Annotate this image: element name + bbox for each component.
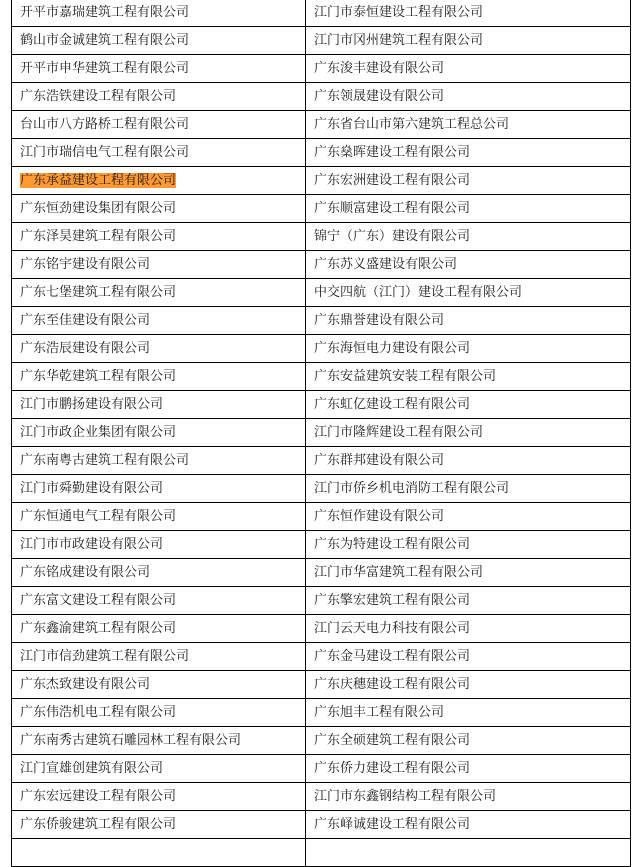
table-row	[12, 139, 631, 167]
table-cell[interactable]	[306, 167, 631, 195]
table-cell[interactable]	[12, 559, 306, 587]
table-cell[interactable]	[306, 279, 631, 307]
company-name: 江门市舜勤建设有限公司	[20, 481, 164, 496]
table-cell[interactable]	[12, 475, 306, 503]
company-name: 广东七堡建筑工程有限公司	[20, 285, 177, 300]
company-name: 江门市瑞信电气工程有限公司	[20, 145, 190, 160]
table-cell[interactable]	[12, 447, 306, 475]
table-cell[interactable]	[12, 755, 306, 783]
company-name: 江门宣雄创建筑有限公司	[20, 761, 164, 776]
company-name: 江门市隆辉建设工程有限公司	[314, 425, 484, 440]
table-cell[interactable]	[306, 643, 631, 671]
table-cell[interactable]	[306, 475, 631, 503]
table-cell[interactable]	[12, 307, 306, 335]
table-cell[interactable]	[306, 755, 631, 783]
company-name: 广东侨力建设工程有限公司	[314, 761, 471, 776]
company-name: 广东安益建筑安装工程有限公司	[314, 369, 497, 384]
table-cell[interactable]	[12, 111, 306, 139]
company-name: 江门市鹏扬建设有限公司	[20, 397, 164, 412]
table-row	[12, 811, 631, 839]
company-name: 广东群邦建设有限公司	[314, 453, 445, 468]
table-cell[interactable]	[306, 0, 631, 27]
table-cell[interactable]	[12, 587, 306, 615]
table-row	[12, 447, 631, 475]
company-name: 广东全硕建筑工程有限公司	[314, 733, 471, 748]
table-cell[interactable]	[306, 27, 631, 55]
table-cell[interactable]	[12, 83, 306, 111]
company-list-table	[11, 0, 631, 867]
table-cell[interactable]	[306, 335, 631, 363]
table-cell[interactable]	[12, 167, 306, 195]
company-name: 广东燊晖建设工程有限公司	[314, 145, 471, 160]
table-row	[12, 27, 631, 55]
company-name: 江门市侨乡机电消防工程有限公司	[314, 481, 510, 496]
table-cell[interactable]	[12, 419, 306, 447]
company-name: 广东顺富建设工程有限公司	[314, 201, 471, 216]
table-cell[interactable]	[306, 363, 631, 391]
company-name: 广东富文建设工程有限公司	[20, 593, 177, 608]
table-cell[interactable]	[12, 783, 306, 811]
table-row	[12, 643, 631, 671]
table-row	[12, 55, 631, 83]
company-name: 广东南粤古建筑工程有限公司	[20, 453, 190, 468]
table-body	[12, 0, 631, 867]
company-name: 广东领晟建设有限公司	[314, 89, 445, 104]
company-name: 江门市华富建筑工程有限公司	[314, 565, 484, 580]
table-cell[interactable]	[306, 139, 631, 167]
company-name: 江门市信劲建筑工程有限公司	[20, 649, 190, 664]
company-name: 广东泽昊建筑工程有限公司	[20, 229, 177, 244]
company-name: 广东侨骏建筑工程有限公司	[20, 817, 177, 832]
table-cell[interactable]	[12, 27, 306, 55]
table-cell[interactable]	[12, 839, 306, 867]
table-cell[interactable]	[306, 727, 631, 755]
table-row	[12, 839, 631, 867]
company-name: 江门市泰恒建设工程有限公司	[314, 5, 484, 20]
table-cell[interactable]	[306, 419, 631, 447]
table-cell[interactable]	[12, 363, 306, 391]
table-cell[interactable]	[12, 811, 306, 839]
company-name: 广东铭成建设有限公司	[20, 565, 151, 580]
table-cell[interactable]	[306, 615, 631, 643]
table-cell[interactable]	[306, 447, 631, 475]
company-name: 广东虹亿建设工程有限公司	[314, 397, 471, 412]
table-row	[12, 559, 631, 587]
table-cell[interactable]	[306, 307, 631, 335]
table-cell[interactable]	[306, 83, 631, 111]
table-row	[12, 615, 631, 643]
company-name: 开平市申华建筑工程有限公司	[20, 61, 190, 76]
table-row	[12, 111, 631, 139]
company-name: 江门市东鑫钢结构工程有限公司	[314, 789, 497, 804]
table-cell[interactable]	[12, 615, 306, 643]
table-cell[interactable]	[306, 391, 631, 419]
company-name: 广东至佳建设有限公司	[20, 313, 151, 328]
table-cell[interactable]	[306, 699, 631, 727]
company-name: 广东鑫渝建筑工程有限公司	[20, 621, 177, 636]
table-cell[interactable]	[12, 335, 306, 363]
company-name: 广东浚丰建设有限公司	[314, 61, 445, 76]
company-name: 广东恒通电气工程有限公司	[20, 509, 177, 524]
table-cell[interactable]	[12, 55, 306, 83]
company-name: 广东铭宇建设有限公司	[20, 257, 151, 272]
table-cell[interactable]	[12, 195, 306, 223]
company-name: 广东南秀古建筑石雕园林工程有限公司	[20, 733, 242, 748]
table-row	[12, 503, 631, 531]
company-name: 广东浩辰建设有限公司	[20, 341, 151, 356]
table-cell[interactable]	[12, 223, 306, 251]
company-name: 广东宏洲建设工程有限公司	[314, 173, 471, 188]
table-row	[12, 0, 631, 27]
company-name: 广东宏远建设工程有限公司	[20, 789, 177, 804]
company-name: 江门市市政建设有限公司	[20, 537, 164, 552]
table-cell[interactable]	[12, 727, 306, 755]
table-cell[interactable]	[306, 531, 631, 559]
table-row	[12, 223, 631, 251]
company-name: 广东峄诚建设工程有限公司	[314, 817, 471, 832]
table-cell[interactable]	[306, 223, 631, 251]
highlighted-company-name: 广东承益建设工程有限公司	[20, 173, 177, 188]
company-name: 台山市八方路桥工程有限公司	[20, 117, 190, 132]
table-cell[interactable]	[306, 587, 631, 615]
table-cell[interactable]	[12, 699, 306, 727]
company-name: 广东庆穗建设工程有限公司	[314, 677, 471, 692]
table-cell[interactable]	[306, 783, 631, 811]
table-row	[12, 335, 631, 363]
company-name: 广东杰致建设有限公司	[20, 677, 151, 692]
company-name: 锦宁（广东）建设有限公司	[314, 229, 471, 244]
table-cell[interactable]	[12, 643, 306, 671]
table-row	[12, 391, 631, 419]
company-name: 广东苏义盛建设有限公司	[314, 257, 458, 272]
table-cell[interactable]	[306, 251, 631, 279]
company-name: 广东华乾建筑工程有限公司	[20, 369, 177, 384]
company-name: 广东海恒电力建设有限公司	[314, 341, 471, 356]
table-cell[interactable]	[306, 559, 631, 587]
table-row	[12, 475, 631, 503]
company-name: 广东恒劲建设集团有限公司	[20, 201, 177, 216]
company-name: 广东金马建设工程有限公司	[314, 649, 471, 664]
table-cell[interactable]	[306, 671, 631, 699]
company-name: 江门云天电力科技有限公司	[314, 621, 471, 636]
company-name: 广东鼎誉建设有限公司	[314, 313, 445, 328]
table-cell[interactable]	[12, 391, 306, 419]
table-cell[interactable]	[306, 839, 631, 867]
table-cell[interactable]	[306, 503, 631, 531]
table-row	[12, 195, 631, 223]
company-name: 广东省台山市第六建筑工程总公司	[314, 117, 510, 132]
company-name: 广东伟浩机电工程有限公司	[20, 705, 177, 720]
table-row	[12, 251, 631, 279]
table-row	[12, 363, 631, 391]
table-row	[12, 307, 631, 335]
company-name: 开平市嘉瑞建筑工程有限公司	[20, 5, 190, 20]
table-cell[interactable]	[12, 503, 306, 531]
table-row	[12, 783, 631, 811]
company-name: 广东恒作建设有限公司	[314, 509, 445, 524]
table-row	[12, 279, 631, 307]
table-row	[12, 531, 631, 559]
table-cell[interactable]	[12, 531, 306, 559]
company-name: 广东为特建设工程有限公司	[314, 537, 471, 552]
company-name: 江门市政企业集团有限公司	[20, 425, 177, 440]
company-name: 广东擎宏建筑工程有限公司	[314, 593, 471, 608]
table-row	[12, 727, 631, 755]
table-cell[interactable]	[306, 55, 631, 83]
table-cell[interactable]	[12, 0, 306, 27]
table-cell[interactable]	[306, 811, 631, 839]
table-cell[interactable]	[12, 251, 306, 279]
company-name: 鹤山市金诚建筑工程有限公司	[20, 33, 190, 48]
table-cell[interactable]	[12, 279, 306, 307]
table-cell[interactable]	[306, 111, 631, 139]
company-name: 中交四航（江门）建设工程有限公司	[314, 285, 523, 300]
table-row	[12, 755, 631, 783]
company-name: 广东浩铁建设工程有限公司	[20, 89, 177, 104]
table-row	[12, 83, 631, 111]
company-name: 江门市冈州建筑工程有限公司	[314, 33, 484, 48]
table-cell[interactable]	[12, 671, 306, 699]
table-row	[12, 419, 631, 447]
table-row	[12, 671, 631, 699]
company-name: 广东旭丰工程有限公司	[314, 705, 445, 720]
table-row	[12, 587, 631, 615]
table-cell[interactable]	[12, 139, 306, 167]
table-cell[interactable]	[306, 195, 631, 223]
table-row	[12, 699, 631, 727]
table-row	[12, 167, 631, 195]
